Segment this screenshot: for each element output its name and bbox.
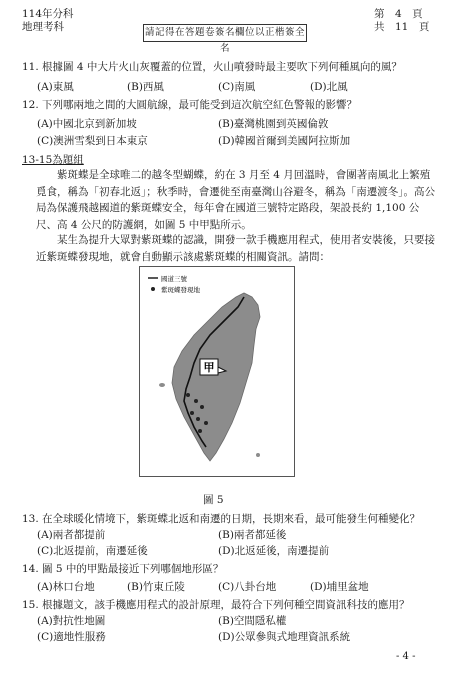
page-indicator: 第 4 頁 (374, 8, 423, 20)
q13-option-d[interactable]: (D)北返延後，南遷提前 (218, 545, 330, 557)
q11-option-a[interactable]: (A)東風 (37, 81, 74, 93)
page-number: - 4 - (396, 651, 416, 662)
section-title: 13-15為題組 (22, 154, 84, 166)
q14-option-c[interactable]: (C)八卦台地 (218, 581, 277, 593)
q15-option-a[interactable]: (A)對抗性地圖 (37, 615, 106, 627)
question-12-stem: 12. 下列哪兩地之間的大圓航線，最可能受到這次航空紅色警報的影響？ (22, 99, 358, 111)
legend-highway-label: 國道三號 (161, 275, 187, 283)
question-13-stem: 13. 在全球暖化情境下，紫斑蝶北返和南遷的日期，長期來看，最可能發生何種變化？ (22, 513, 421, 525)
q12-option-a[interactable]: (A)中國北京到新加坡 (37, 118, 137, 130)
island-bottom (256, 453, 260, 457)
passage-paragraph-2: 某生為提升大眾對紫斑蝶的認識，開發一款手機應用程式，使用者安裝後，只要接近紫斑蝶發現地，就會自動顯示該處紫斑蝶的相關資訊。請問： (36, 234, 435, 263)
q15-option-b[interactable]: (B)空間隱私權 (218, 615, 287, 627)
q14-option-b[interactable]: (B)竹東丘陵 (127, 581, 185, 593)
q15-option-d[interactable]: (D)公眾參與式地理資訊系統 (218, 631, 351, 643)
question-15-stem: 15. 根據題文，該手機應用程式的設計原理，最符合下列何種空間資訊科技的應用？ (22, 599, 410, 611)
q12-option-c[interactable]: (C)澳洲雪梨到日本東京 (37, 135, 148, 147)
point-jia-label: 甲 (203, 361, 215, 374)
taiwan-map-graphic (140, 267, 294, 476)
figure-caption: 圖 5 (203, 494, 224, 506)
q11-option-d[interactable]: (D)北風 (310, 81, 348, 93)
q11-option-b[interactable]: (B)西風 (127, 81, 164, 93)
legend-site-label: 紫斑蝶發現地 (161, 286, 200, 294)
island-left (159, 383, 165, 387)
passage-paragraph-1: 紫斑蝶是全球唯二的越冬型蝴蝶，約在 3 月至 4 月回溫時，會團著南風北上繁殖覓食，稱為「初春北返」；秋季時，會遷徙至南臺灣山谷避冬，稱為「南遷渡冬」。高公局為保護飛越國道的紫斑蝶安全，每年會在國道三號特定路段，架設長約 1,100 公尺、高 4 公尺的防護網，如圖 5 中甲點所示。 (36, 169, 435, 231)
q14-option-d[interactable]: (D)埔里盆地 (310, 581, 369, 593)
header-right (374, 8, 429, 34)
figure-5-map (139, 266, 295, 477)
total-pages: 共 11 頁 (374, 21, 430, 33)
q11-option-c[interactable]: (C)南風 (218, 81, 256, 93)
question-14-stem: 14. 圖 5 中的甲點最接近下列哪個地形區？ (22, 563, 224, 575)
legend-site-dot (151, 287, 155, 291)
question-11-stem: 11. 根據圖 4 中大片火山灰覆蓋的位置，火山噴發時最主要吹下列何種風向的風？ (22, 61, 402, 73)
q15-option-c[interactable]: (C)適地性服務 (37, 631, 106, 643)
exam-year: 114年分科 (22, 8, 74, 20)
q14-option-a[interactable]: (A)林口台地 (37, 581, 95, 593)
q13-option-c[interactable]: (C)北返提前，南遷延後 (37, 545, 148, 557)
signature-reminder-box: 請記得在答題卷簽名欄位以正楷簽全名 (143, 24, 307, 42)
q13-option-b[interactable]: (B)兩者都延後 (218, 529, 287, 541)
taiwan-island (172, 293, 260, 461)
q12-option-b[interactable]: (B)臺灣桃園到英國倫敦 (218, 118, 329, 130)
exam-subject: 地理考科 (22, 21, 64, 33)
q12-option-d[interactable]: (D)韓國首爾到美國阿拉斯加 (218, 135, 351, 147)
q13-option-a[interactable]: (A)兩者都提前 (37, 529, 106, 541)
header-left (22, 8, 74, 34)
